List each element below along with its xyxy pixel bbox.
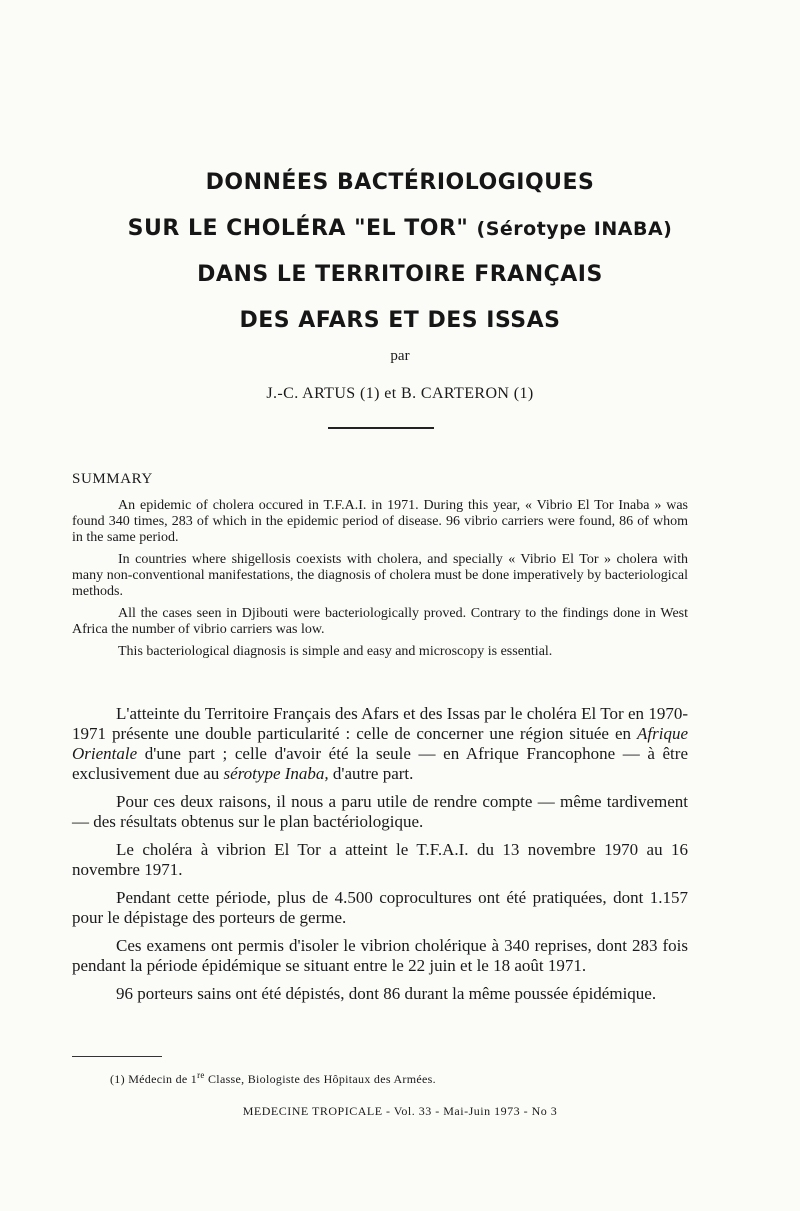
- title-divider: [328, 427, 434, 429]
- footnote: [110, 1070, 436, 1087]
- body-text-run: d'une part ; celle d'avoir été la seule — en Afrique Francophone — à être exclusivement due au: [72, 744, 688, 783]
- body-text: [72, 704, 688, 1012]
- article-title: [0, 160, 800, 344]
- body-paragraph-3: Le choléra à vibrion El Tor a atteint le T.F.A.I. du 13 novembre 1970 au 16 novembre 1971.: [72, 840, 688, 879]
- title-line-3: DANS LE TERRITOIRE FRANÇAIS: [197, 262, 603, 287]
- summary-heading: SUMMARY: [72, 471, 153, 487]
- summary-paragraph: All the cases seen in Djibouti were bacteriologically proved. Contrary to the findings done in West Africa the number of vibrio carriers was low.: [72, 606, 688, 637]
- footnote-superscript: re: [197, 1070, 205, 1080]
- title-line-4: DES AFARS ET DES ISSAS: [239, 308, 561, 333]
- summary-paragraph: This bacteriological diagnosis is simple and easy and microscopy is essential.: [118, 644, 553, 659]
- authors: J.-C. ARTUS (1) et B. CARTERON (1): [266, 385, 534, 402]
- body-paragraph-4: Pendant cette période, plus de 4.500 coprocultures ont été pratiquées, dont 1.157 pour le dépistage des porteurs de germe.: [72, 888, 688, 927]
- summary-paragraph: An epidemic of cholera occured in T.F.A.I. in 1971. During this year, « Vibrio El Tor Inaba » was found 340 times, 283 of which in the epidemic period of disease. 96 vibrio carriers were found, 86 of whom in the same period.: [72, 498, 688, 545]
- body-paragraph-5: Ces examens ont permis d'isoler le vibrion cholérique à 340 reprises, dont 283 fois pendant la période épidémique se situant entre le 22 juin et le 18 août 1971.: [72, 936, 688, 975]
- footnote-text: Classe, Biologiste des Hôpitaux des Armées.: [204, 1072, 436, 1086]
- body-paragraph-2: Pour ces deux raisons, il nous a paru utile de rendre compte — même tardivement — des résultats obtenus sur le plan bactériologique.: [72, 792, 688, 831]
- body-paragraph-6: 96 porteurs sains ont été dépistés, dont 86 durant la même poussée épidémique.: [116, 984, 657, 1003]
- title-line-2-main: SUR LE CHOLÉRA "EL TOR": [127, 216, 469, 241]
- summary-section: [72, 498, 688, 666]
- journal-footer: MEDECINE TROPICALE - Vol. 33 - Mai-Juin 1973 - No 3: [242, 1104, 558, 1118]
- footnote-text: (1) Médecin de 1: [110, 1072, 198, 1086]
- body-italic-run: sérotype Inaba,: [223, 764, 329, 783]
- summary-paragraph: In countries where shigellosis coexists with cholera, and specially « Vibrio El Tor » cholera with many non-conventional manifestations, the diagnosis of cholera must be done imperatively by bacteriological methods.: [72, 552, 688, 599]
- body-text-run: d'autre part.: [328, 764, 414, 783]
- title-line-2-serotype: (Sérotype INABA): [476, 218, 673, 240]
- title-line-2: [0, 206, 800, 252]
- body-text-run: L'atteinte du Territoire Français des Afars et des Issas par le choléra El Tor en 1970-1971 présente une double particularité : celle de concerner une région située en: [72, 704, 688, 743]
- byline-par: par: [390, 348, 410, 364]
- body-italic-run: Afrique Orientale: [72, 724, 688, 763]
- footnote-divider: [72, 1056, 162, 1057]
- body-paragraph-1: [72, 704, 688, 784]
- title-line-1: DONNÉES BACTÉRIOLOGIQUES: [205, 170, 595, 195]
